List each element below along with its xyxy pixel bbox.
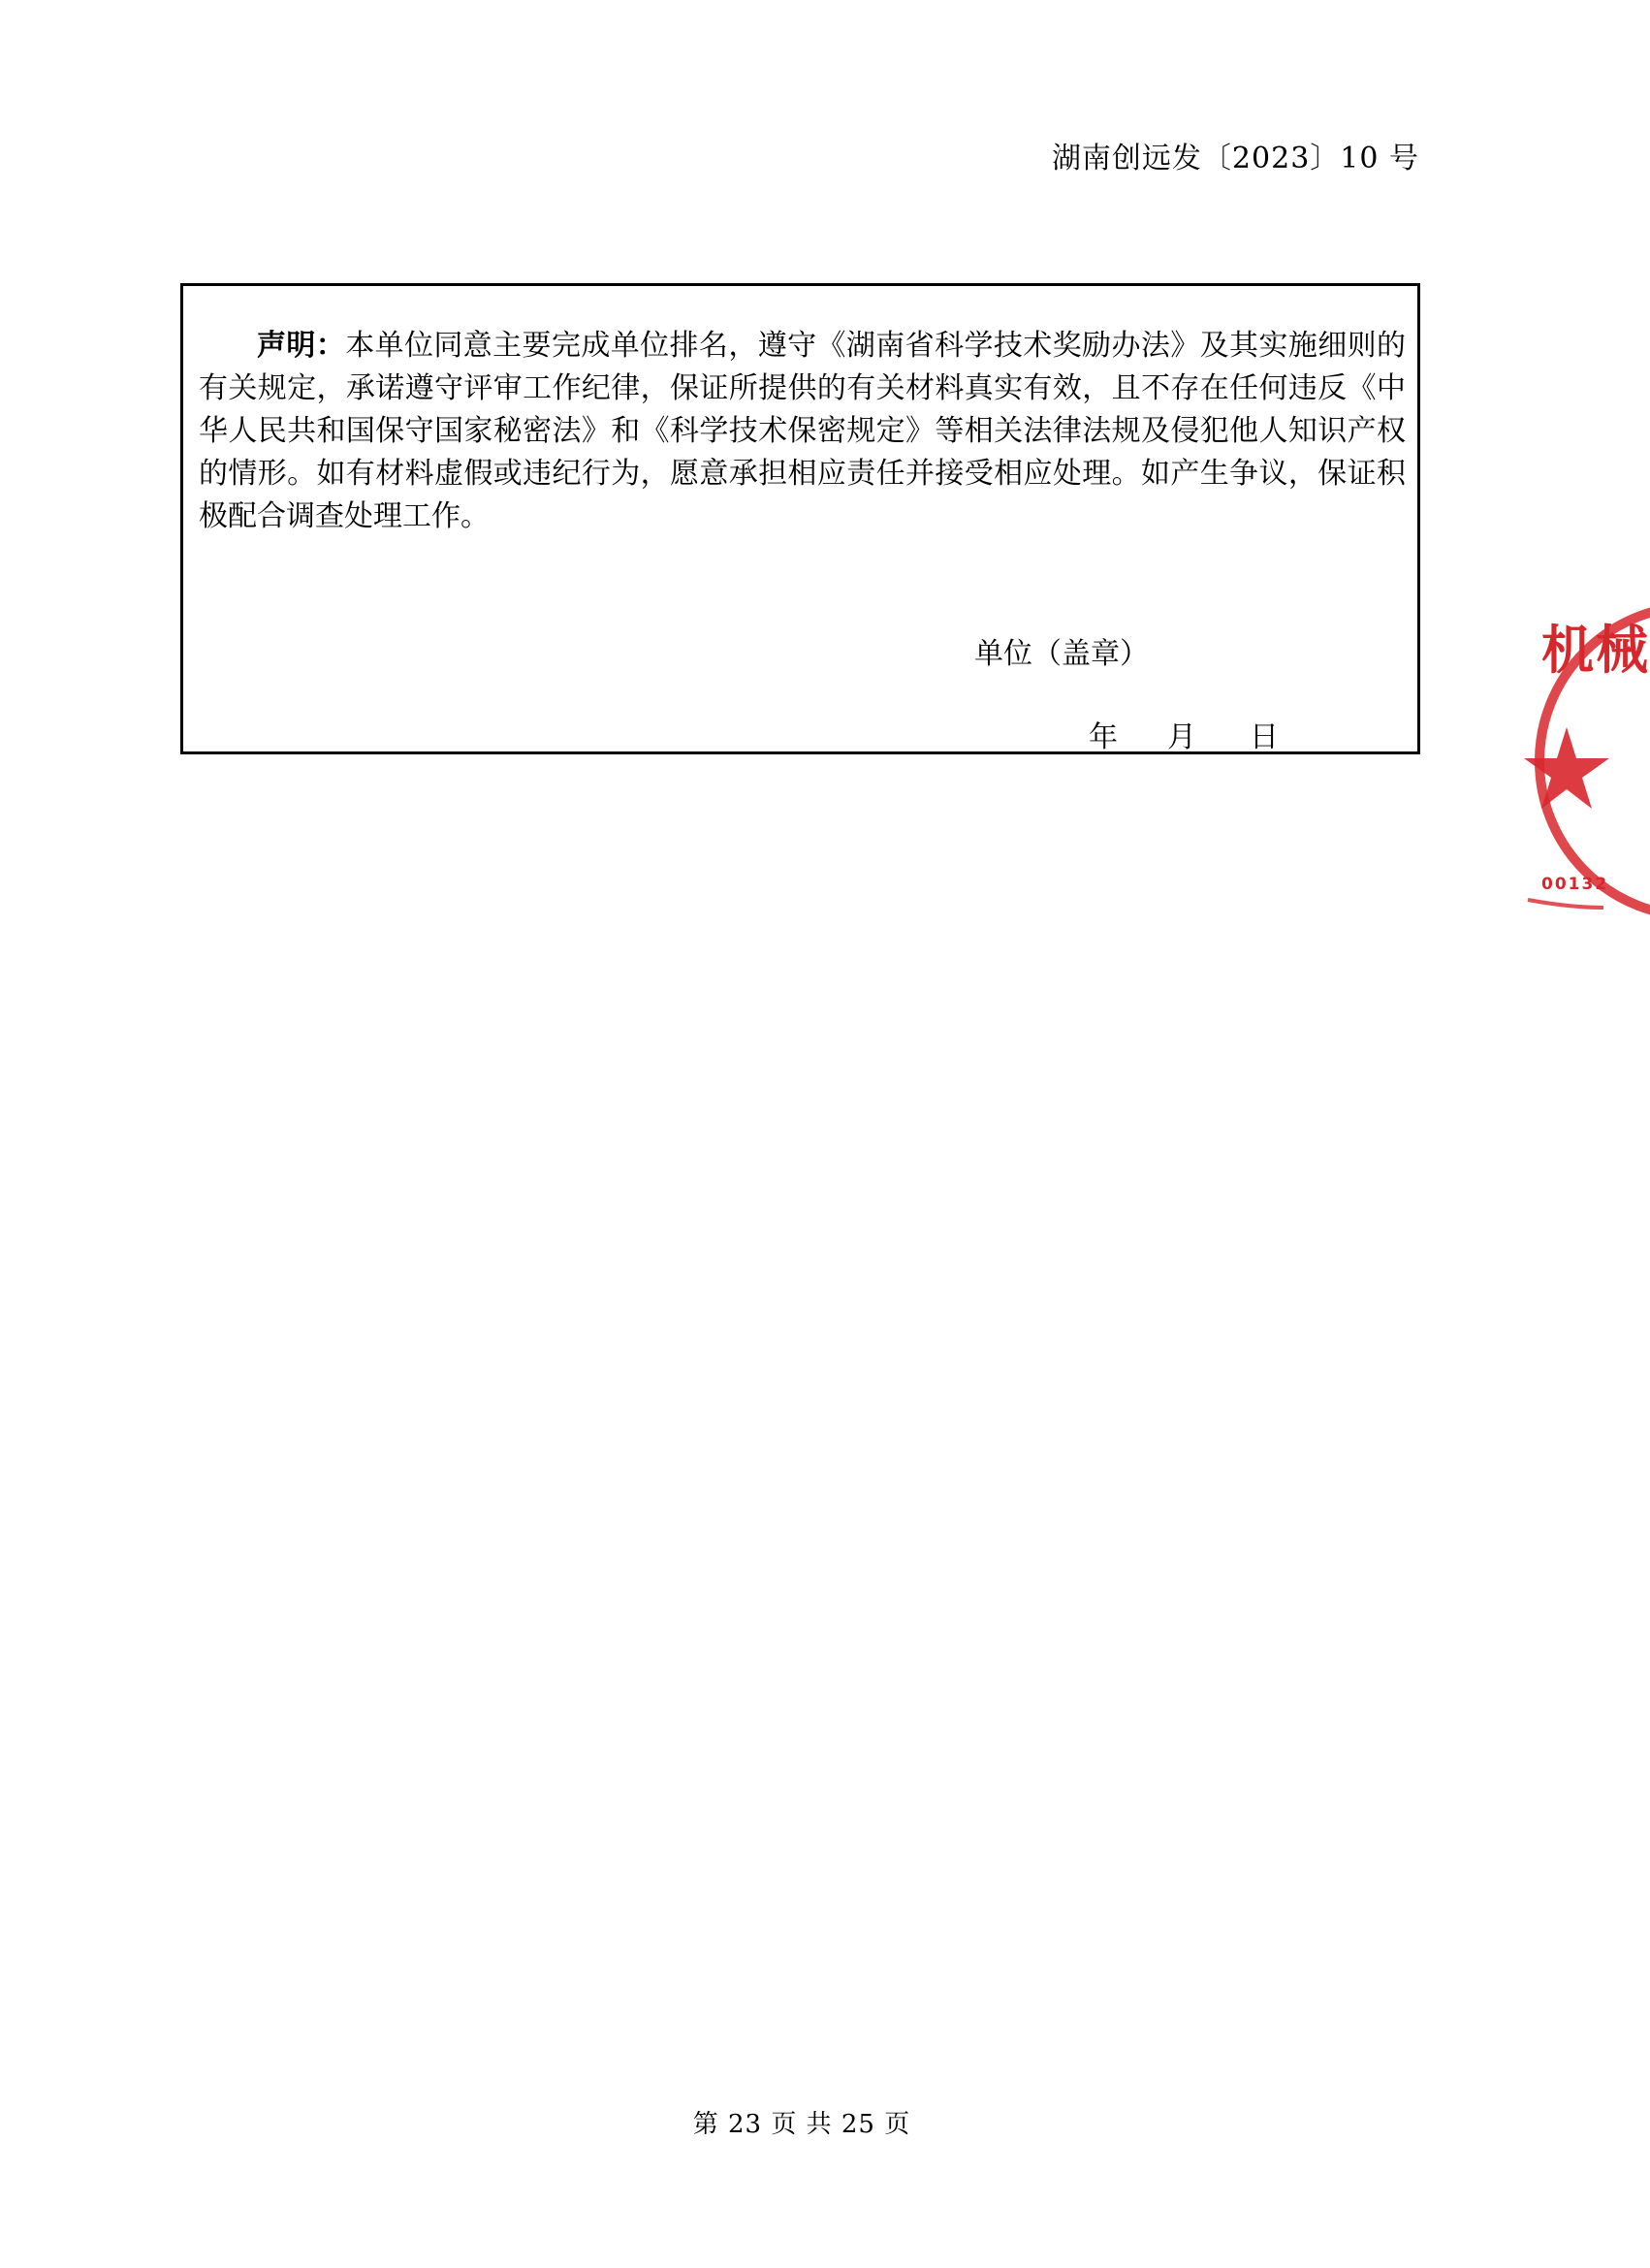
page-footer: 第 23 页 共 25 页 <box>692 2110 911 2139</box>
date-month-label: 月 <box>1167 720 1196 754</box>
declaration-text <box>199 325 1406 538</box>
declaration-heading: 声明： <box>257 329 346 363</box>
unit-seal-label: 单位（盖章） <box>974 637 1149 671</box>
date-year-label: 年 <box>1089 720 1118 754</box>
document-number: 湖南创远发〔2023〕10 号 <box>1051 142 1419 176</box>
seal-text: 机械 <box>1541 620 1650 681</box>
declaration-body: 本单位同意主要完成单位排名，遵守《湖南省科学技术奖励办法》及其实施细则的有关规定，承诺遵守评审工作纪律，保证所提供的有关材料真实有效，且不存在任何违反《中华人民共和国保守国家秘密法》和《科学技术保密规定》等相关法律法规及侵犯他人知识产权的情形。如有材料虚假或违纪行为，愿意承担相应责任并接受相应处理。如产生争议，保证积极配合调查处理工作。 <box>199 329 1407 533</box>
date-day-label: 日 <box>1250 720 1279 754</box>
seal-serial: 00132 <box>1541 875 1609 894</box>
red-seal-stamp <box>1522 591 1650 921</box>
declaration-box <box>180 283 1420 754</box>
